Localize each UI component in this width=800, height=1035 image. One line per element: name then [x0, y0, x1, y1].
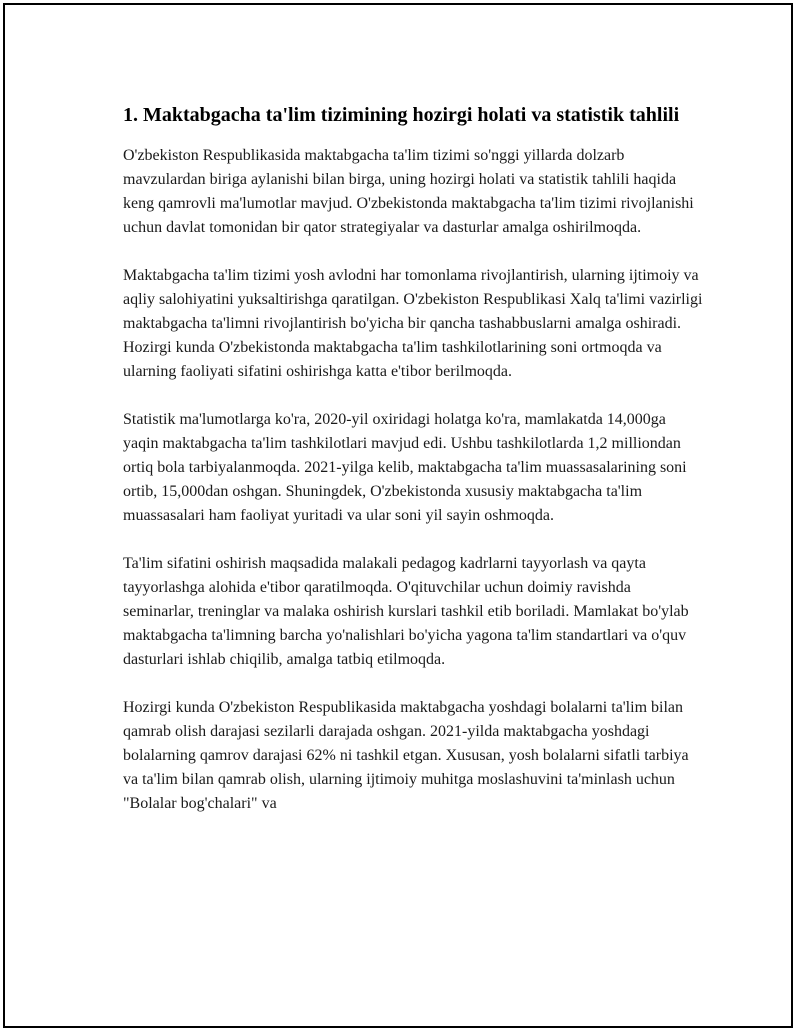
- paragraph-3: Statistik ma'lumotlarga ko'ra, 2020-yil oxiridagi holatga ko'ra, mamlakatda 14,000ga yaqin maktabgacha ta'lim tashkilotlari mavjud edi. Ushbu tashkilotlarda 1,2 milliondan ortiq bola tarbiyalanmoqda. 2021-yilga kelib, maktabgacha ta'lim muassasalarining soni ortib, 15,000dan oshgan. Shuningdek, O'zbekistonda xususiy maktabgacha ta'lim muassasalari ham faoliyat yuritadi va ular soni yil sayin oshmoqda.: [123, 411, 687, 524]
- paragraph-2: Maktabgacha ta'lim tizimi yosh avlodni har tomonlama rivojlantirish, ularning ijtimoiy va aqliy salohiyatini yuksaltirishga qaratilgan. O'zbekiston Respublikasi Xalq ta'limi vazirligi maktabgacha ta'limni rivojlantirish bo'yicha bir qancha tashabbuslarni amalga oshiradi. Hozirgi kunda O'zbekistonda maktabgacha ta'lim tashkilotlarining soni ortmoqda va ularning faoliyati sifatini oshirishga katta e'tibor berilmoqda.: [123, 267, 703, 380]
- paragraph-5: Hozirgi kunda O'zbekiston Respublikasida maktabgacha yoshdagi bolalarni ta'lim bilan qamrab olish darajasi sezilarli darajada oshgan. 2021-yilda maktabgacha yoshdagi bolalarning qamrov darajasi 62% ni tashkil etgan. Xususan, yosh bolalarni sifatli tarbiya va ta'lim bilan qamrab olish, ularning ijtimoiy muhitga moslashuvini ta'minlash uchun "Bolalar bog'chalari" va: [123, 699, 689, 812]
- document-body: [123, 101, 703, 840]
- section-title: 1. Maktabgacha ta'lim tizimining hozirgi holati va statistik tahlili: [123, 104, 680, 126]
- paragraph-4: Ta'lim sifatini oshirish maqsadida malakali pedagog kadrlarni tayyorlash va qayta tayyorlashga alohida e'tibor qaratilmoqda. O'qituvchilar uchun doimiy ravishda seminarlar, treninglar va malaka oshirish kurslari tashkil etib boriladi. Mamlakat bo'ylab maktabgacha ta'limning barcha yo'nalishlari bo'yicha yagona ta'lim standartlari va o'quv dasturlari ishlab chiqilib, amalga tatbiq etilmoqda.: [123, 555, 689, 668]
- page-frame: [3, 3, 793, 1028]
- paragraph-1: O'zbekiston Respublikasida maktabgacha ta'lim tizimi so'nggi yillarda dolzarb mavzulardan biriga aylanishi bilan birga, uning hozirgi holati va statistik tahlili haqida keng qamrovli ma'lumotlar mavjud. O'zbekistonda maktabgacha ta'lim tizimi rivojlanishi uchun davlat tomonidan bir qator strategiyalar va dasturlar amalga oshirilmoqda.: [123, 147, 694, 236]
